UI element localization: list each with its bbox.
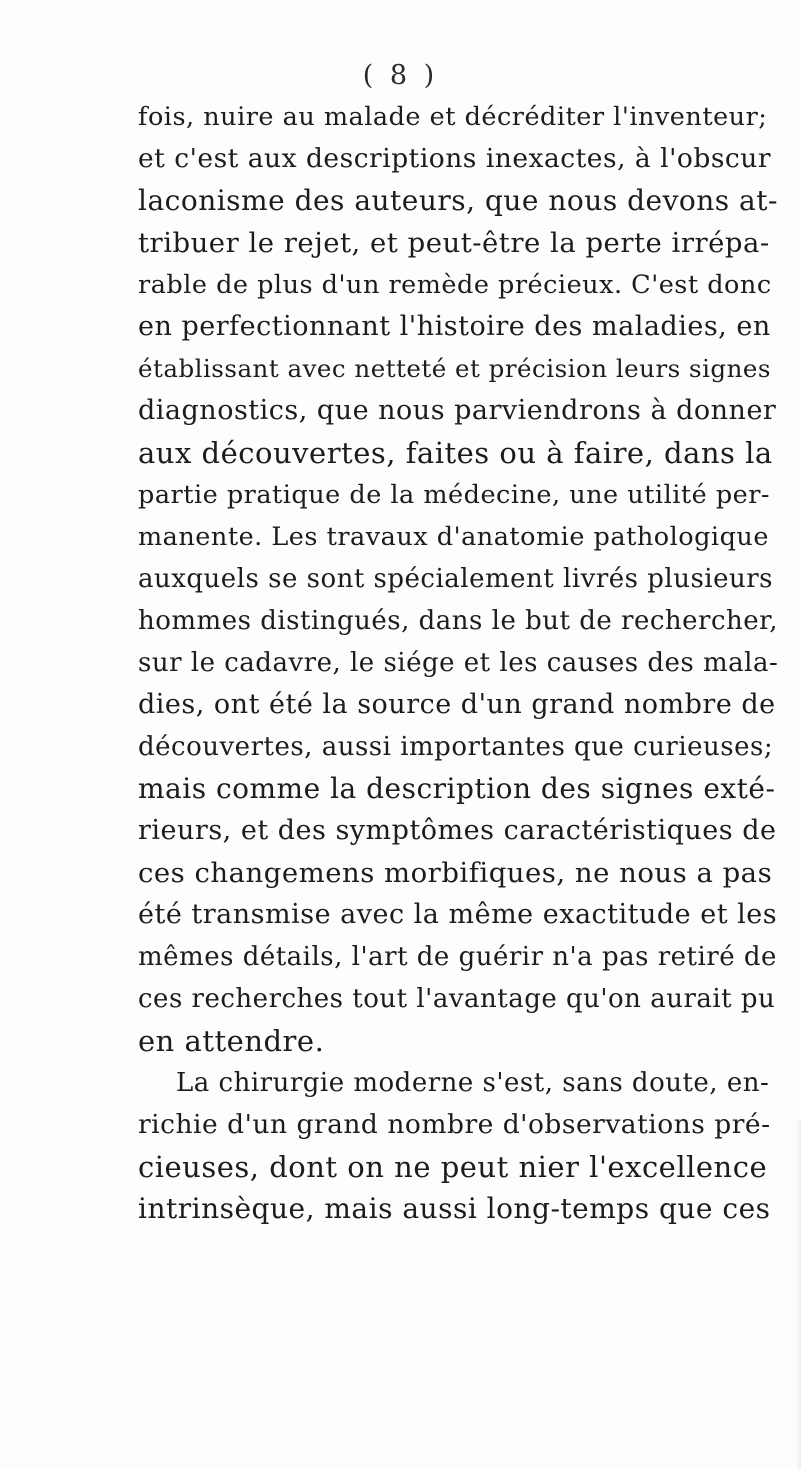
text-line: diagnostics, que nous parviendrons à donner (138, 395, 777, 426)
text-line: intrinsèque, mais aussi long-temps que ces (138, 1192, 771, 1225)
text-line: et c'est aux descriptions inexactes, à l'obscur (138, 143, 771, 174)
text-line: partie pratique de la médecine, une utilité per- (138, 480, 771, 510)
text-line: mêmes détails, l'art de guérir n'a pas retiré de (138, 942, 777, 972)
text-line: été transmise avec la même exactitude et les (138, 899, 778, 930)
text-line: rieurs, et des symptômes caractéristiques de (138, 815, 777, 846)
text-line: ces changemens morbifiques, ne nous a pas (138, 857, 773, 889)
text-line: découvertes, aussi importantes que curieuses; (138, 732, 774, 762)
page-number: ( 8 ) (362, 60, 439, 91)
page-edge-shadow (795, 1120, 801, 1469)
text-line: ces recherches tout l'avantage qu'on aurait pu (138, 984, 776, 1014)
text-line: manente. Les travaux d'anatomie pathologique (138, 522, 769, 552)
text-line: en perfectionnant l'histoire des maladies, en (138, 311, 771, 342)
text-line: laconisme des auteurs, que nous devons at- (138, 184, 778, 217)
text-line: mais comme la description des signes exté- (138, 772, 776, 805)
text-line: en attendre. (138, 1024, 325, 1058)
text-line: établissant avec netteté et précision leurs signes (138, 354, 771, 383)
text-line: richie d'un grand nombre d'observations pré- (138, 1109, 771, 1140)
text-line: hommes distingués, dans le but de rechercher, (138, 606, 778, 636)
text-line: sur le cadavre, le siége et les causes des mala- (138, 648, 779, 678)
text-line: tribuer le rejet, et peut-être la perte irrépa- (138, 227, 770, 259)
text-line: dies, ont été la source d'un grand nombre de (138, 689, 776, 720)
text-line: rable de plus d'un remède précieux. C'est donc (138, 270, 772, 300)
text-line: cieuses, dont on ne peut nier l'excellence (138, 1150, 768, 1184)
text-line: auxquels se sont spécialement livrés plusieurs (138, 564, 774, 594)
text-line: aux découvertes, faites ou à faire, dans la (138, 436, 773, 470)
text-line-indented: La chirurgie moderne s'est, sans doute, en- (176, 1068, 770, 1098)
text-line: fois, nuire au malade et décréditer l'inventeur; (138, 102, 768, 132)
